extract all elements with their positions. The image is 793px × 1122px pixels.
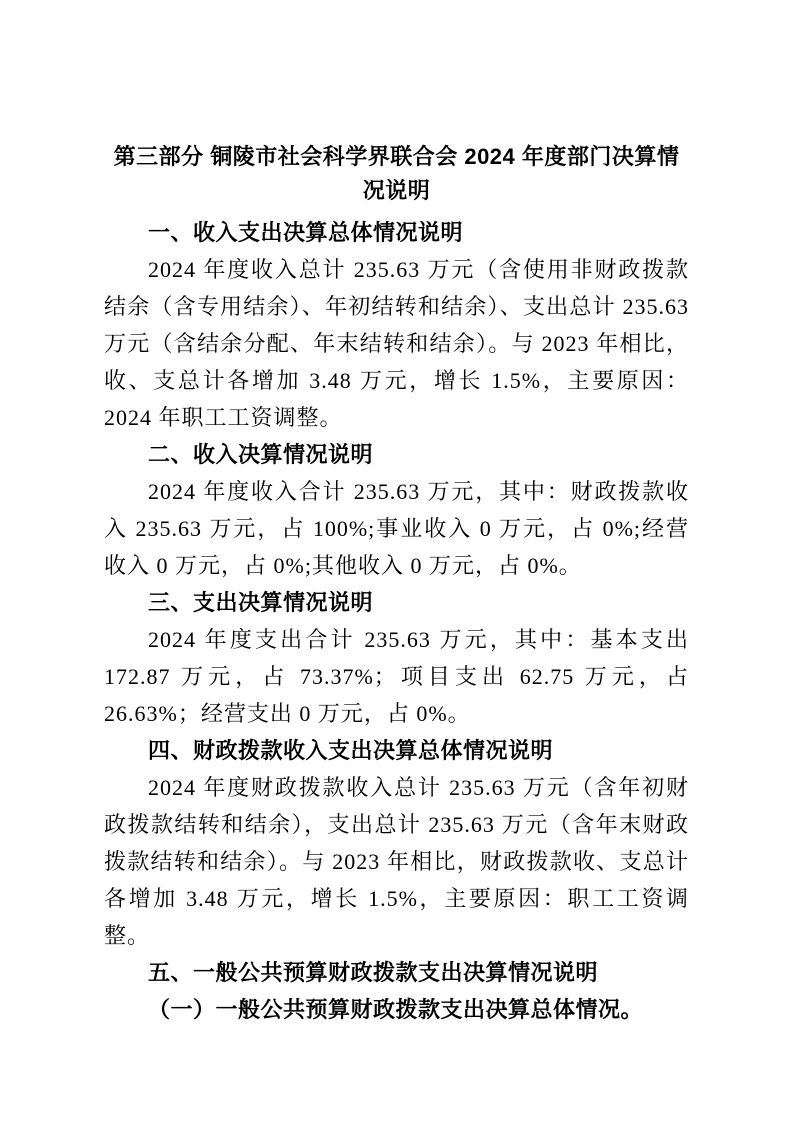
section-expenditure-statement: [104, 584, 689, 732]
section-heading-4: 四、财政拨款收入支出决算总体情况说明: [148, 738, 554, 763]
section-heading-1: 一、收入支出决算总体情况说明: [148, 220, 464, 245]
section-fiscal-appropriation-overview: [104, 732, 689, 954]
section-paragraph-1: 2024 年度收入总计 235.63 万元（含使用非财政拨款结余（含专用结余）、年初结转和结余）、支出总计 235.63 万元（含结余分配、年末结转和结余）。与 2023 年相比，收、支总计各增加 3.48 万元，增长 1.5%，主要原因：2024 年职工工资调整。: [104, 257, 689, 430]
section-heading-5: 五、一般公共预算财政拨款支出决算情况说明: [148, 960, 599, 985]
section-heading-2: 二、收入决算情况说明: [148, 442, 374, 467]
section-income-statement: [104, 436, 689, 584]
section-paragraph-3: 2024 年度支出合计 235.63 万元，其中：基本支出 172.87 万元，占 73.37%；项目支出 62.75 万元，占 26.63%；经营支出 0 万元，占 0%。: [104, 627, 689, 726]
section-subheading-5-1: （一）一般公共预算财政拨款支出决算总体情况。: [148, 997, 644, 1022]
section-income-expenditure-overview: [104, 214, 689, 436]
document-title: 第三部分 铜陵市社会科学界联合会 2024 年度部门决算情况说明: [113, 144, 680, 203]
section-general-public-budget: [104, 954, 689, 1028]
section-paragraph-2: 2024 年度收入合计 235.63 万元，其中：财政拨款收入 235.63 万元，占 100%;事业收入 0 万元，占 0%;经营收入 0 万元，占 0%;其他收入 0 万元，占 0%。: [104, 479, 689, 578]
section-paragraph-4: 2024 年度财政拨款收入总计 235.63 万元（含年初财政拨款结转和结余），支出总计 235.63 万元（含年末财政拨款结转和结余）。与 2023 年相比，财政拨款收、支总计各增加 3.48 万元，增长 1.5%，主要原因：职工工资调整。: [104, 775, 689, 948]
section-heading-3: 三、支出决算情况说明: [148, 590, 374, 615]
